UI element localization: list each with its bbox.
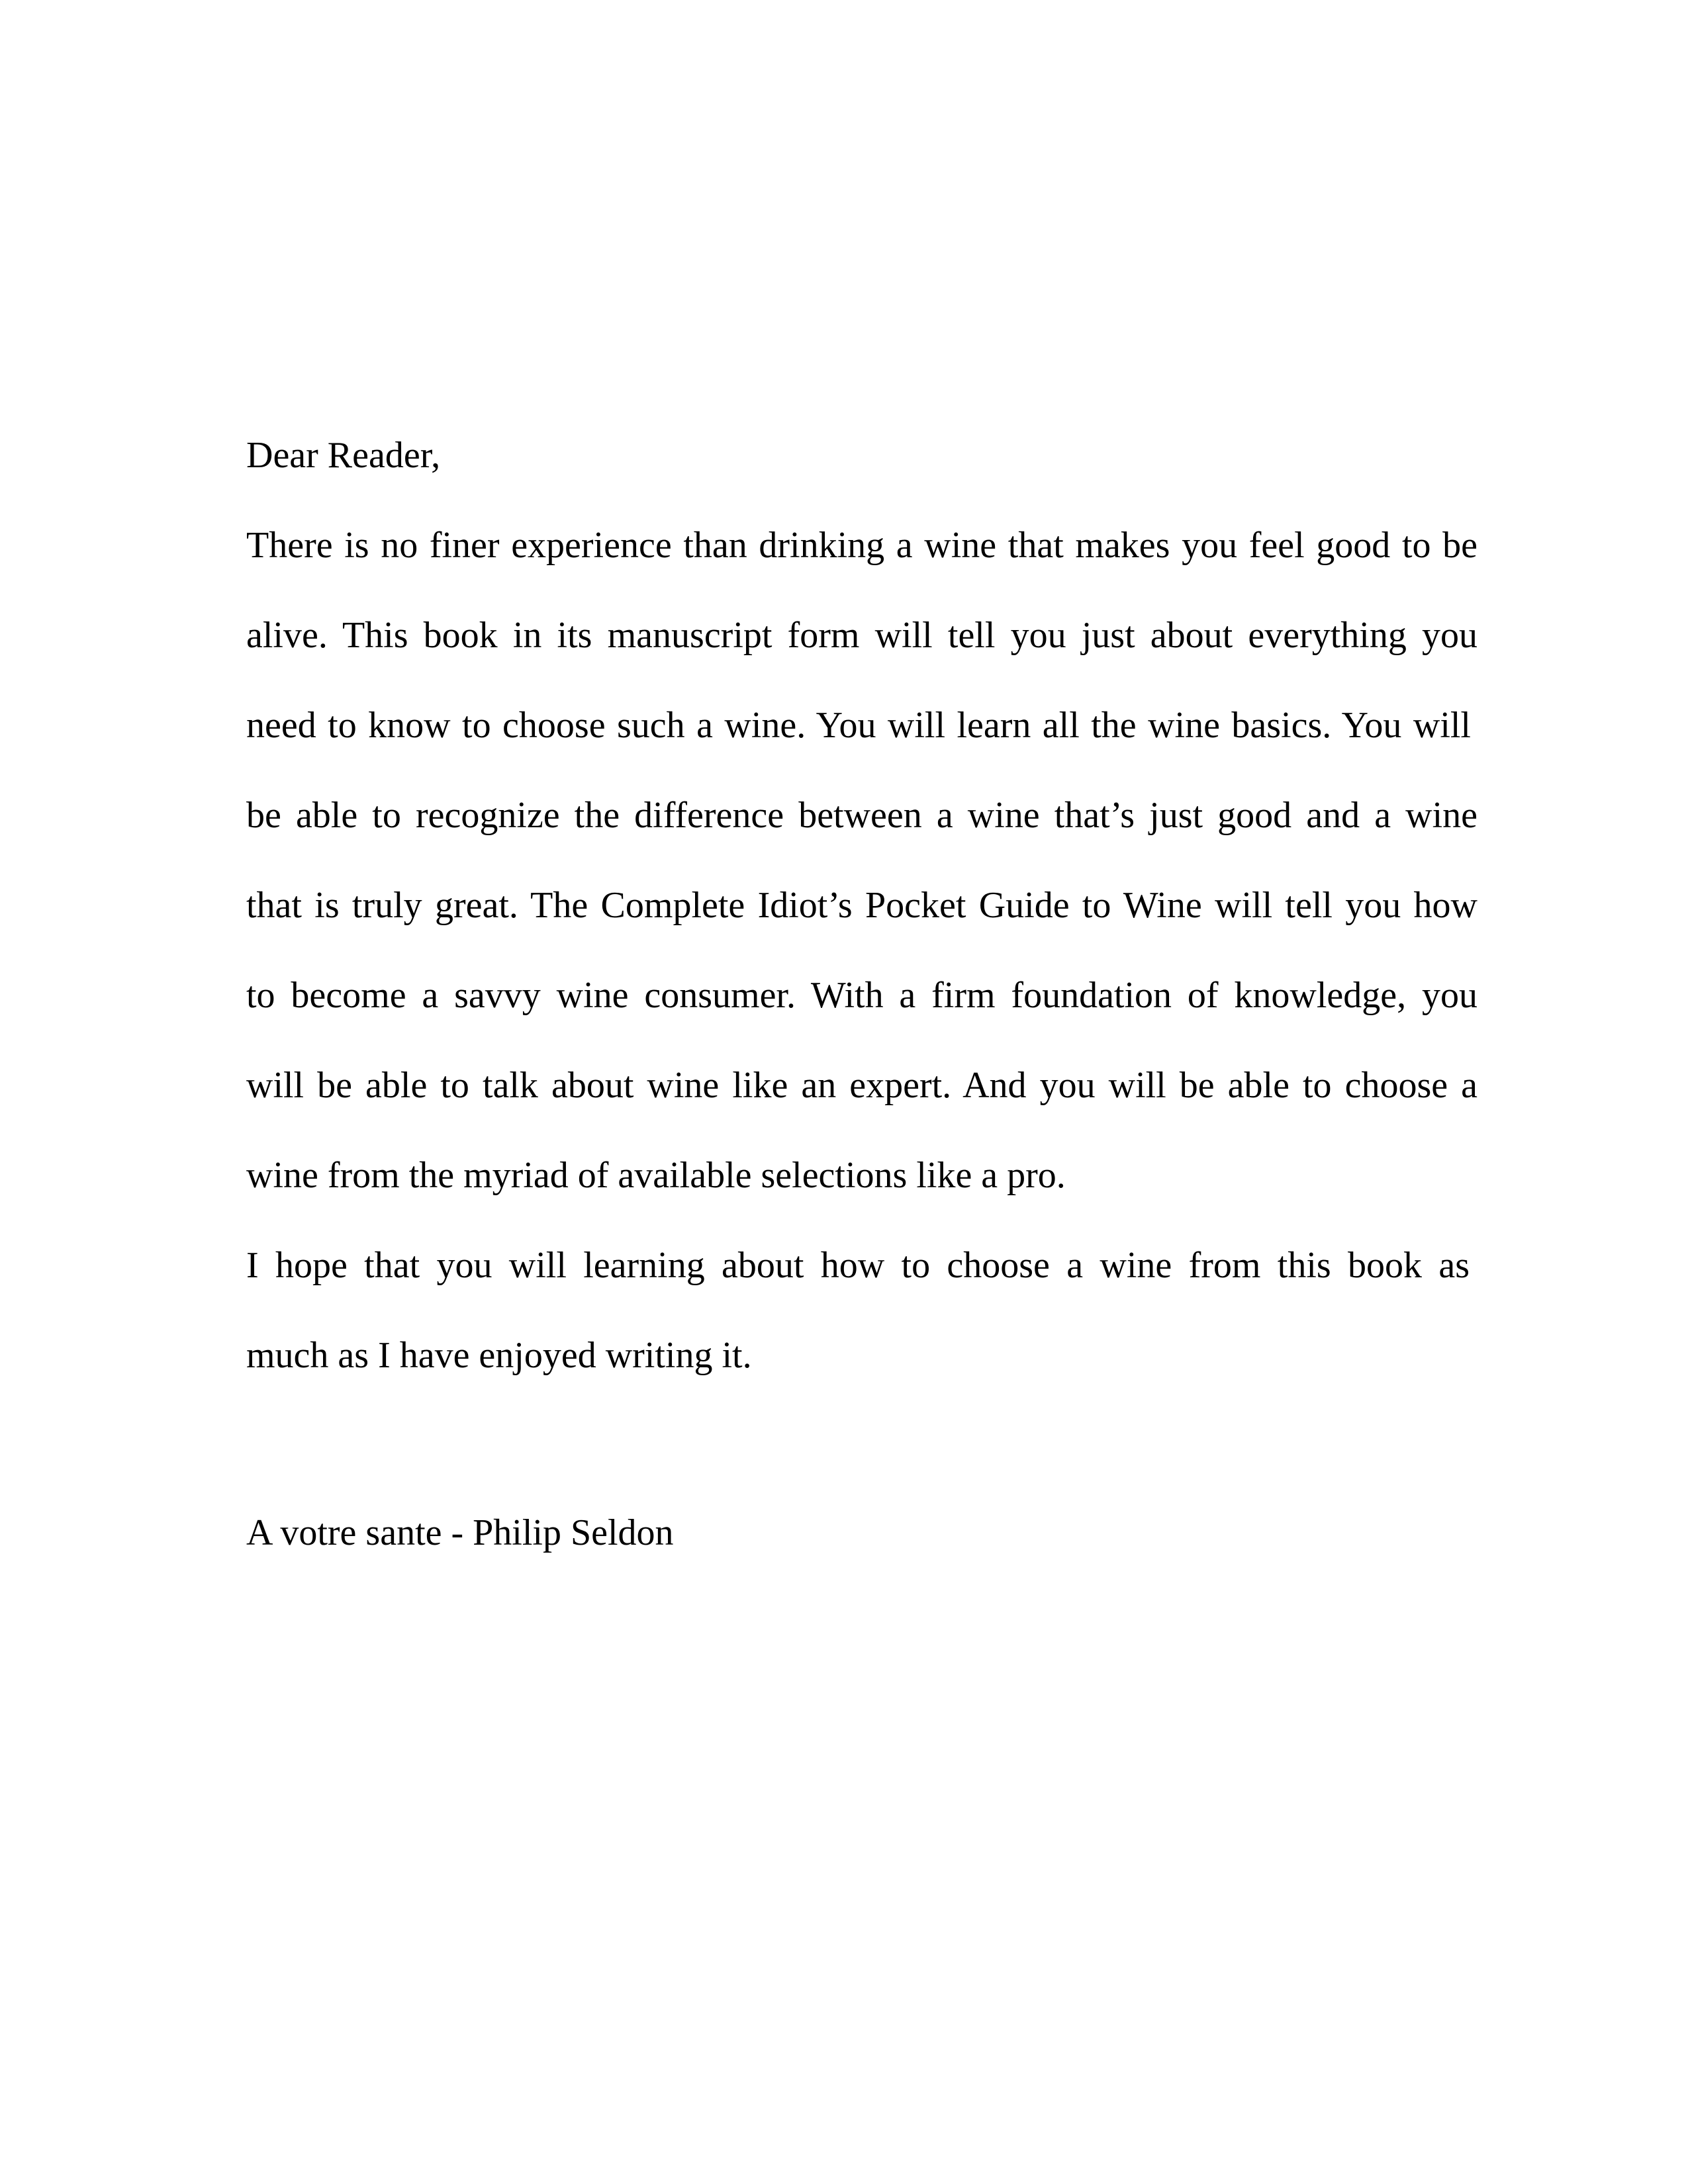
body-line: will be able to talk about wine like an expert. And you will be able to choose a [246, 1065, 1477, 1106]
body-line: much as I have enjoyed writing it. [246, 1335, 752, 1376]
body-line: wine from the myriad of available selections like a pro. [246, 1155, 1066, 1196]
signoff: A votre sante - Philip Seldon [246, 1512, 674, 1553]
body-line: alive. This book in its manuscript form will tell you just about everything you [246, 615, 1477, 656]
body-line: that is truly great. The Complete Idiot’s Pocket Guide to Wine will tell you how [246, 885, 1477, 926]
body-line: I hope that you will learning about how to choose a wine from this book as [246, 1245, 1470, 1286]
body-line: There is no finer experience than drinking a wine that makes you feel good to be [246, 525, 1477, 566]
body-line: be able to recognize the difference between a wine that’s just good and a wine [246, 795, 1477, 836]
body-line: need to know to choose such a wine. You will learn all the wine basics. You will [246, 705, 1471, 746]
salutation: Dear Reader, [246, 435, 441, 476]
body-line: to become a savvy wine consumer. With a firm foundation of knowledge, you [246, 975, 1477, 1016]
